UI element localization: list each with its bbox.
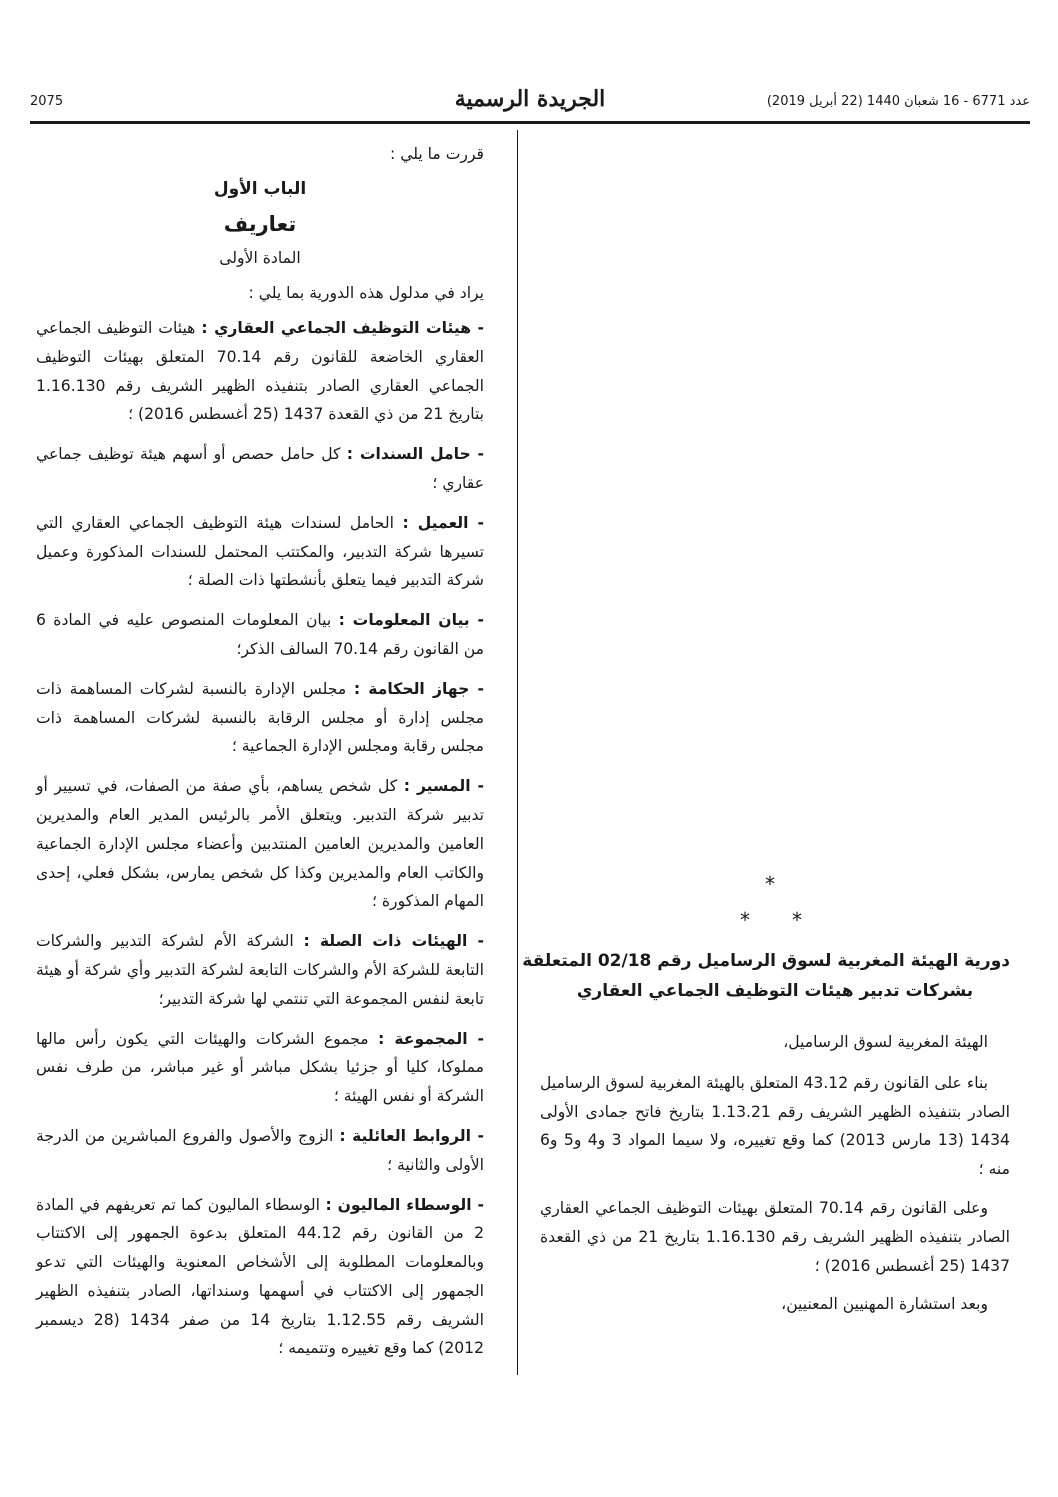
definition-text: هيئات التوظيف الجماعي العقاري الخاضعة للقانون رقم 70.14 المتعلق بهيئات التوظيف الجماعي العقاري الصادر بتنفيذه الظهير الشريف رقم 1.16.130 بتاريخ 21 من ذي القعدة 1437 (25 أغسطس 2016) ؛ [36, 318, 484, 424]
preamble-paragraph: بناء على القانون رقم 43.12 المتعلق بالهيئة المغربية لسوق الرساميل الصادر بتنفيذه الظهير الشريف رقم 1.13.21 بتاريخ فاتح جمادى الأولى 1434 (13 مارس 2013) كما وقع تغييره، ولا سيما المواد 3 و4 و5 و6 منه ؛ [540, 1073, 1010, 1179]
definition-text: مجموع الشركات والهيئات التي يكون رأس مالها مملوكا، كليا أو جزئيا بشكل مباشر أو غير مباشر، من طرف نفس الشركة أو نفس الهيئة ؛ [36, 1029, 484, 1106]
definition-item [36, 675, 484, 761]
header-rule [30, 121, 1030, 124]
asterisk-icon: * [765, 872, 775, 896]
circular-title-line: بشركات تدبير هيئات التوظيف الجماعي العقاري [576, 981, 974, 1001]
definition-term: - المجموعة : [378, 1029, 484, 1048]
section-heading: تعاريف [223, 211, 297, 236]
chapter-heading: الباب الأول [213, 178, 307, 199]
column-divider [517, 130, 518, 1375]
definition-text: كل حامل حصص أو أسهم هيئة توظيف جماعي عقاري ؛ [36, 445, 484, 492]
definition-item [36, 1191, 484, 1364]
definition-term: - العميل : [402, 513, 484, 532]
definition-text: الوسطاء الماليون كما تم تعريفهم في المادة 2 من القانون رقم 44.12 المتعلق بدعوة الجمهور إلى الاكتتاب وبالمعلومات المطلوبة إلى الأشخاص المعنوية والهيئات التي تدعو الجمهور إلى الاكتتاب في أسهمها وسنداتها، الصادر بتنفيذه الظهير الشريف رقم 1.12.55 بتاريخ 14 من صفر 1434 (28 ديسمبر 2012) كما وقع تغييره وتتميمه ؛ [36, 1195, 484, 1358]
definition-text: الزوج والأصول والفروع المباشرين من الدرجة الأولى والثانية ؛ [36, 1126, 484, 1174]
definition-item [36, 927, 484, 1013]
definition-term: - بيان المعلومات : [338, 611, 484, 630]
definition-item [36, 1025, 484, 1111]
page-header [30, 86, 1030, 122]
definition-text: بيان المعلومات المنصوص عليه في المادة 6 من القانون رقم 70.14 السالف الذكر؛ [36, 611, 484, 658]
issue-info: عدد 6771 - 16 شعبان 1440 (22 أبريل 2019) [766, 94, 1030, 109]
definitions-lead: يراد في مدلول هذه الدورية بما يلي : [248, 284, 484, 303]
definition-text: مجلس الإدارة بالنسبة لشركات المساهمة ذات مجلس إدارة أو مجلس الرقابة بالنسبة لشركات المساهمة ذات مجلس رقابة ومجلس الإدارة الجماعية ؛ [36, 679, 484, 756]
page-number: 2075 [30, 94, 64, 109]
definition-text: الحامل لسندات هيئة التوظيف الجماعي العقاري التي تسيرها شركة التدبير، والمكتتب المحتمل للسندات المذكورة وعميل شركة التدبير فيما يتعلق بأنشطتها ذات الصلة ؛ [36, 513, 484, 590]
circular-title [522, 946, 1010, 1006]
circular-title-line: دورية الهيئة المغربية لسوق الرساميل رقم 02/18 المتعلقة [522, 951, 1010, 971]
definition-item [36, 1122, 484, 1180]
preamble-paragraph: وبعد استشارة المهنيين المعنيين، [781, 1295, 988, 1314]
separator-asterisks [540, 870, 1010, 936]
definition-term: - هيئات التوظيف الجماعي العقاري : [201, 318, 484, 337]
definition-term: - الروابط العائلية : [339, 1126, 484, 1145]
definition-text: كل شخص يساهم، بأي صفة من الصفات، في تسيير أو تدبير شركة التدبير. ويتعلق الأمر بالرئيس المدير العام والمديرين العامين والمديرين العامين المنتدبين وأعضاء مجلس الإدارة الجماعية والكاتب العام والمديرين وكذا كل شخص يمارس، بشكل فعلي، إحدى المهام المذكورة ؛ [36, 777, 484, 911]
definition-term: - جهاز الحكامة : [353, 679, 484, 698]
definition-item [36, 440, 484, 498]
definition-item [36, 509, 484, 595]
left-column [36, 140, 484, 1374]
definition-item [36, 314, 484, 429]
decision-intro: قررت ما يلي : [390, 145, 484, 163]
article-heading: المادة الأولى [219, 249, 301, 268]
issuing-authority: الهيئة المغربية لسوق الرساميل، [783, 1033, 988, 1051]
definition-term: - المسير : [403, 777, 485, 796]
definition-text: الشركة الأم لشركة التدبير والشركات التابعة للشركة الأم والشركات التابعة لشركة التدبير وأي شركة أو هيئة تابعة لنفس المجموعة التي تنتمي لها شركة التدبير؛ [36, 932, 484, 1008]
right-column [522, 870, 1010, 1329]
asterisk-icon: * [792, 908, 802, 932]
definition-term: - الهيئات ذات الصلة : [303, 932, 484, 951]
definition-item [36, 772, 484, 916]
gazette-title: الجريدة الرسمية [454, 86, 606, 112]
definition-item [36, 606, 484, 664]
asterisk-icon: * [740, 908, 750, 932]
definition-term: - حامل السندات : [346, 445, 484, 464]
definition-term: - الوسطاء الماليون : [325, 1195, 484, 1214]
preamble-paragraph: وعلى القانون رقم 70.14 المتعلق بهيئات التوظيف الجماعي العقاري الصادر بتنفيذه الظهير الشريف رقم 1.16.130 بتاريخ 21 من ذي القعدة 1437 (25 أغسطس 2016) ؛ [540, 1198, 1010, 1275]
